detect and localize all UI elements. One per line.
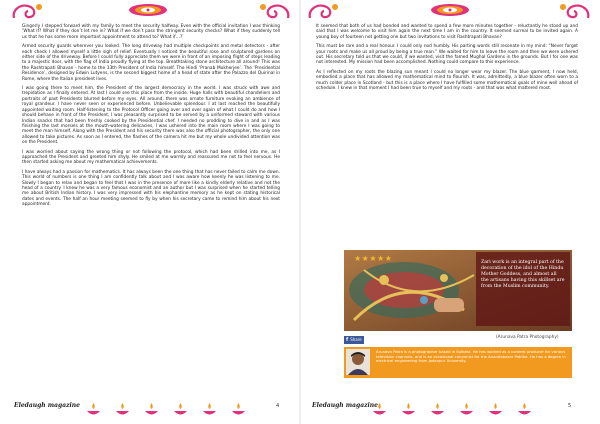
left-article-body <box>22 24 280 212</box>
diya-lamp-icon <box>488 403 503 417</box>
diya-lamp-icon <box>115 403 130 417</box>
diya-lamp-icon <box>144 403 159 417</box>
author-avatar <box>346 349 370 375</box>
diya-lamp-icon <box>372 403 387 417</box>
diya-lamp-icon <box>231 403 246 417</box>
photo-credit: (Arunava Patra Photography) <box>496 335 559 340</box>
paragraph: I was going there to meet him, the President of the largest democracy in the world. I was struck with awe and trepidation as I finally entered. At last I could see this place from the inside. Huge halls with beautiful chandeliers and portraits of past Presidents blurred before my eyes. All around, there was ornate furniture evoking an ambience of royal grandeur. I have never seen or experienced before. Unbelievable splendour. I at last reached the beautifully appointed waiting room. Half-listening to the Protocol Officer going over and over again of what I could do and how I should behave in front of the President, I was pleasantly surprised to be served by a uniformed steward with various Indian snacks that had been freshly cooked by the Presidential chef. I needed no prodding to dive in and as I was finishing the last morsels at the mouth-watering delicacies, I was ushered into the main room where I was going to meet the man himself. Along with the President and his security there was also the official photographer, the only one allowed to take pictures. As soon as I entered, the flashes of the camera hit me but my whole undivided attention was on the President. <box>22 86 280 146</box>
paisley-swirl-icon <box>306 2 340 22</box>
paragraph: I was worried about saying the wrong thing or not following the protocol, which had been drilled into me, as I approached the President and greeted him shyly. He smiled at me warmly and reassured me not to feel nervous. He then started asking me about my mathematical achievements. <box>22 149 280 166</box>
footer-brand: Eledaugh magazine <box>312 402 378 409</box>
facebook-icon: f <box>346 337 349 343</box>
paragraph: As I reflected on my roots the blazing sun meant I could no longer wear my blazer. The blue garment, I now held, embodied a place that has allowed my mathematical mind to flourish. It was, admittedly, a blue blazer often worn to a much colder place in Scotland - but this is a place where I have fulfilled some mathematical goals of mine well ahead of schedule. I knew in that moment I had been true to myself and my roots - and that was what mattered most. <box>316 69 578 92</box>
page-spine <box>299 0 301 424</box>
facebook-share-button[interactable] <box>344 336 364 344</box>
diya-lamp-icon <box>86 403 101 417</box>
diya-lamp-icon <box>401 403 416 417</box>
footer-brand: Eledaugh magazine <box>14 402 80 409</box>
diya-lamp-icon <box>202 403 217 417</box>
page-number: 5 <box>568 403 572 409</box>
mandala-motif-icon <box>128 3 168 17</box>
diya-lamp-icon <box>430 403 445 417</box>
diya-lamp-icon <box>459 403 474 417</box>
paragraph: It seemed that both of us had bonded and wanted to spend a few more minutes together - reluctantly he stood up and said that I was welcome to visit him again the next time I am in the country. It seemed surreal to be invited again. A young boy of fourteen not getting one but two invitations to visit Rashtrapati Bhavan? <box>316 24 578 40</box>
paragraph: I have always had a passion for mathematics. It has always been the one thing that has never failed to calm me down. This world of numbers is one thing I am confidently talk about and I was aware how keenly he was listening to me. Slowly I began to relax and began to feel that I was in the presence of more like a kindly elderly relative and not the head of a country. I knew he was a very famous economist and an author but I was surprised when he started telling me about British Indian history. I was very impressed with his elephantine memory as he kept on stating historical dates and events. The half an hour meeting seemed to fly by when his secretary came to remind him about his next appointment. <box>22 169 280 208</box>
share-label: Share <box>350 337 362 342</box>
paisley-swirl-icon <box>10 2 44 22</box>
mandala-motif-icon <box>430 3 470 17</box>
paragraph: Gingerly I stepped forward with my family to meet the security halfway. Even with the official invitation I was thinking ‘What if? What if they don’t let me in? What if we don’t pass the stringent security checks? What if they suddenly tell us that he has some more important appointment to attend to? What if…?’ <box>22 24 280 40</box>
paragraph: Armed security guards wherever you looked. The long driveway had multiple checkpoints and metal detectors - after each check I allowed myself a little sigh of relief. Eventually I noticed the beautiful rose and sculptured gardens on either side of the driveway. Before I could fully appreciate them we were in front of an imposing flight of steps leading to a majestic door, with the flag of India proudly flying at the top. Breathtaking stone architecture all around! This was the Rashtrapati Bhavan - home to the 13th President of India himself. The Hindi ‘Pranab Mukherjee’. The ‘Presidential Residence’, designed by Edwin Lutyens, is the second biggest home of a head of state after the Palazzo del Quirinal in Rome, where the Italian president lives. <box>22 44 280 82</box>
diya-lamp-icon <box>173 403 188 417</box>
page-number: 4 <box>276 403 280 409</box>
author-bio-text: Arunava Patra is a photographer based in Kolkata. He has worked as a content producer for various television channels, and is an occasional columnist for the Anandabazar Patrika. He has a degree in electrical engineering from Jadavpur University. <box>376 349 566 364</box>
right-article-body <box>316 24 578 95</box>
paragraph: This must be rare and a real honour. I could only nod humbly. His parting words still resonate in my mind: “Never forget your roots and make us all proud by being a true man.” We waited for him to leave the room and then we were ushered out. His secretary told us that we could, if we wanted, visit the famed Mughal Gardens in the grounds. But I for one was not interested. My mission had been accomplished. Nothing could compare to this experience. <box>316 44 578 66</box>
diya-lamp-icon <box>517 403 532 417</box>
rating-stars: ★★★★★ <box>354 254 393 263</box>
paisley-swirl-icon <box>258 2 292 22</box>
paisley-swirl-icon <box>558 2 592 22</box>
photo-caption: Zari work is an integral part of the decoration of the idol of the Hindu Mother Goddess, and almost all the artisans having this skillset are from the Muslim community. <box>476 252 570 326</box>
